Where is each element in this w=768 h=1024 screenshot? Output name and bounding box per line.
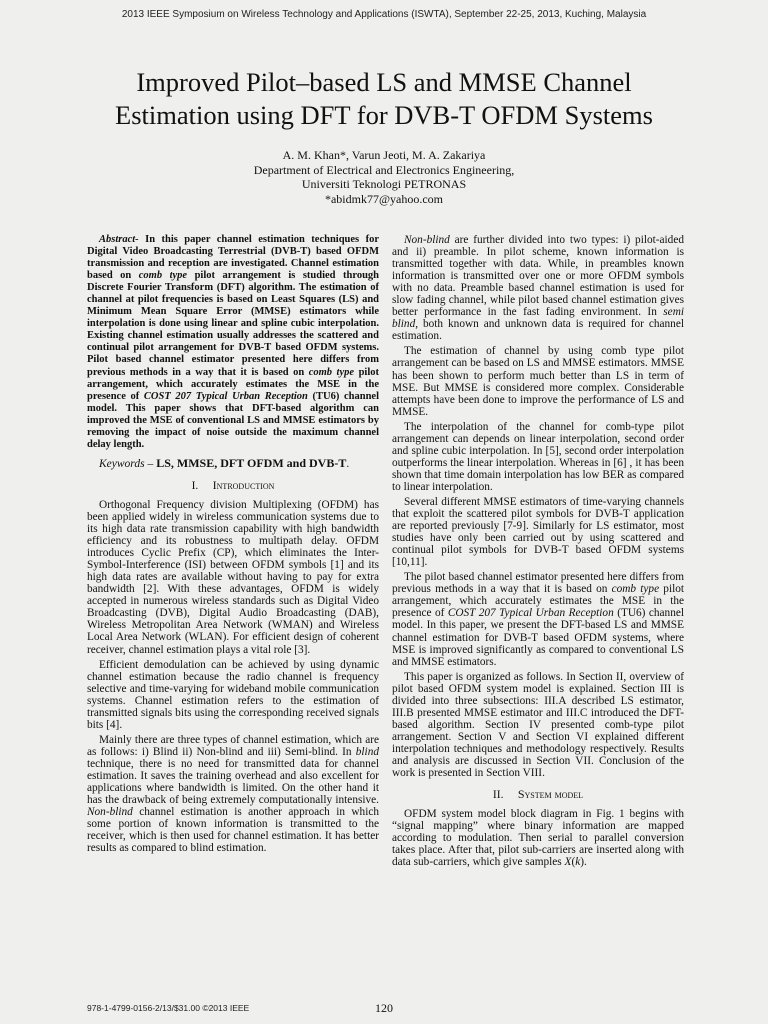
- page-number: 120: [375, 1001, 393, 1015]
- keywords: Keywords – LS, MMSE, DFT OFDM and DVB-T.: [99, 455, 350, 470]
- paragraph: The estimation of channel by using comb type pilot arrangement can be based on LS and MMSE estimators. MMSE has been shown to perform much better than LS in term of MSE. But MMSE is considered more complex. Considerable attempts have been done to improve the performance of LS and MMSE.: [392, 345, 684, 418]
- paper-title: [40, 66, 728, 132]
- right-column: [392, 234, 684, 871]
- abstract-label: Abstract-: [99, 234, 139, 245]
- paragraph: Efficient demodulation can be achieved by using dynamic channel estimation because the radio channel is frequency selective and time-varying for wideband mobile communication systems. Channel estimation refers to the estimation of transmitted signals bits using the corresponding received signals bits [4].: [87, 658, 379, 731]
- section-heading-introduction: I. Introduction: [191, 477, 275, 492]
- author-department: Department of Electrical and Electronics Engineering,: [253, 162, 515, 177]
- title-line-2: Estimation using DFT for DVB-T OFDM Systems: [115, 100, 653, 130]
- author-block: [0, 148, 768, 206]
- keywords-text: LS, MMSE, DFT OFDM and DVB-T: [153, 455, 347, 470]
- paragraph: This paper is organized as follows. In Section II, overview of pilot based OFDM system model is explained. Section III is divided into three subsections: III.A described LS estimator, III.B presented MMSE estimator and III.C introduced the DFT-based algorithm. Section IV presented comb-type pilot arrangement. Section V and Section VI explained different interpolation techniques and methodology respectively. Results and analysis are discussed in Section VII. Conclusion of the work is presented in Section VIII.: [392, 670, 684, 780]
- conference-header: 2013 IEEE Symposium on Wireless Technology and Applications (ISWTA), September 22-25, 2013, Kuching, Malaysia: [121, 9, 647, 20]
- paragraph: The interpolation of the channel for comb-type pilot arrangement can depends on linear interpolation, second order and spline cubic interpolation. In [5], second order interpolation outperforms the linear interpolation. Whereas in [6] , it has been shown that time domain interpolation has low BER as compared to linear interpolation.: [392, 420, 684, 493]
- paragraph: Orthogonal Frequency division Multiplexing (OFDM) has been applied widely in wireless communication systems due to its high data rate transmission capability with high bandwidth efficiency and its robustness to multipath delay. OFDM introduces Cyclic Prefix (CP), which eliminates the Inter-Symbol-Interference (ISI) between OFDM symbols [1] and its high data rates are available without having to pay for extra bandwidth [2]. With these advantages, OFDM is widely accepted in numerous wireless standards such as Digital Video Broadcasting (DVB), Digital Audio Broadcasting (DAB), Wireless Metropolitan Area Network (WMAN) and Wireless Local Area Network (WLAN). For efficient design of coherent receiver, channel estimation plays a vital role [3].: [87, 498, 379, 656]
- paragraph: Non-blind are further divided into two types: i) pilot-aided and ii) preamble. In pilot scheme, known information is transmitted together with data. While, in preambles known information is transmitted over one or more OFDM symbols with no data. Preamble based channel estimation is used for slow fading channel, while pilot based channel estimation gives better performance in the fast fading environment. In semi blind, both known and unknown data is required for channel estimation.: [392, 234, 684, 343]
- keywords-label: Keywords –: [99, 457, 154, 470]
- left-column: [87, 234, 379, 857]
- paragraph: Mainly there are three types of channel estimation, which are as follows: i) Blind ii) Non-blind and iii) Semi-blind. In blind technique, there is no need for transmitted data for channel estimation. It saves the training overhead and also excellent for applications where bandwidth is limited. On the other hand it has the drawback of being extremely computationally intensive. Non-blind channel estimation is another approach in which some portion of known information is transmitted to the receiver, which is then used for channel estimation. It has better results as compared to blind estimation.: [87, 733, 379, 855]
- isbn-footer: 978-1-4799-0156-2/13/$31.00 ©2013 IEEE: [87, 1003, 250, 1013]
- title-line-1: Improved Pilot–based LS and MMSE Channel: [136, 67, 632, 97]
- author-names: A. M. Khan*, Varun Jeoti, M. A. Zakariya: [282, 148, 486, 162]
- abstract: Abstract- In this paper channel estimation techniques for Digital Video Broadcasting Terrestrial (DVB-T) based OFDM transmission and reception are investigated. Channel estimation based on comb type pilot arrangement is studied through Discrete Fourier Transform (DFT) algorithm. The estimation of channel at pilot frequencies is based on Least Squares (LS) and Minimum Mean Square Error (MMSE) estimators while interpolation is done using linear and spline cubic interpolation. Existing channel estimation usually addresses the scattered and continual pilot arrangement for DVB-T based OFDM systems. Pilot based channel estimator presented here differs from previous methods in a way that it is based on comb type pilot arrangement, which accurately estimates the MSE in the presence of COST 207 Typical Urban Reception (TU6) channel model. This paper shows that DFT-based algorithm can improved the MSE of conventional LS and MMSE estimators by removing the impact of noise outside the maximum channel delay length.: [87, 234, 380, 450]
- paragraph: OFDM system model block diagram in Fig. 1 begins with “signal mapping” where binary information are mapped according to modulation. Then serial to parallel conversion takes place. After that, pilot sub-carriers are inserted along with data sub-carriers, which give samples X(k).: [392, 808, 684, 869]
- author-email: *abidmk77@yahoo.com: [324, 191, 444, 206]
- author-university: Universiti Teknologi PETRONAS: [301, 177, 467, 191]
- paragraph: Several different MMSE estimators of time-varying channels that exploit the scattered pilot symbols for DVB-T application are reported previously [7-9]. Similarly for LS estimator, most studies have only been carried out by using scattered and continual pilot symbols for DVB-T based OFDM systems [10,11].: [392, 495, 684, 569]
- section-heading-system-model: II. System model: [492, 787, 584, 802]
- paragraph: The pilot based channel estimator presented here differs from previous methods in a way that it is based on comb type pilot arrangement, which accurately estimates the MSE in the presence of COST 207 Typical Urban Reception (TU6) channel model. In this paper, we present the DFT-based LS and MMSE channel estimation for DVB-T based OFDM systems, where MSE is improved significantly as compared to conventional LS and MMSE estimators.: [392, 571, 685, 668]
